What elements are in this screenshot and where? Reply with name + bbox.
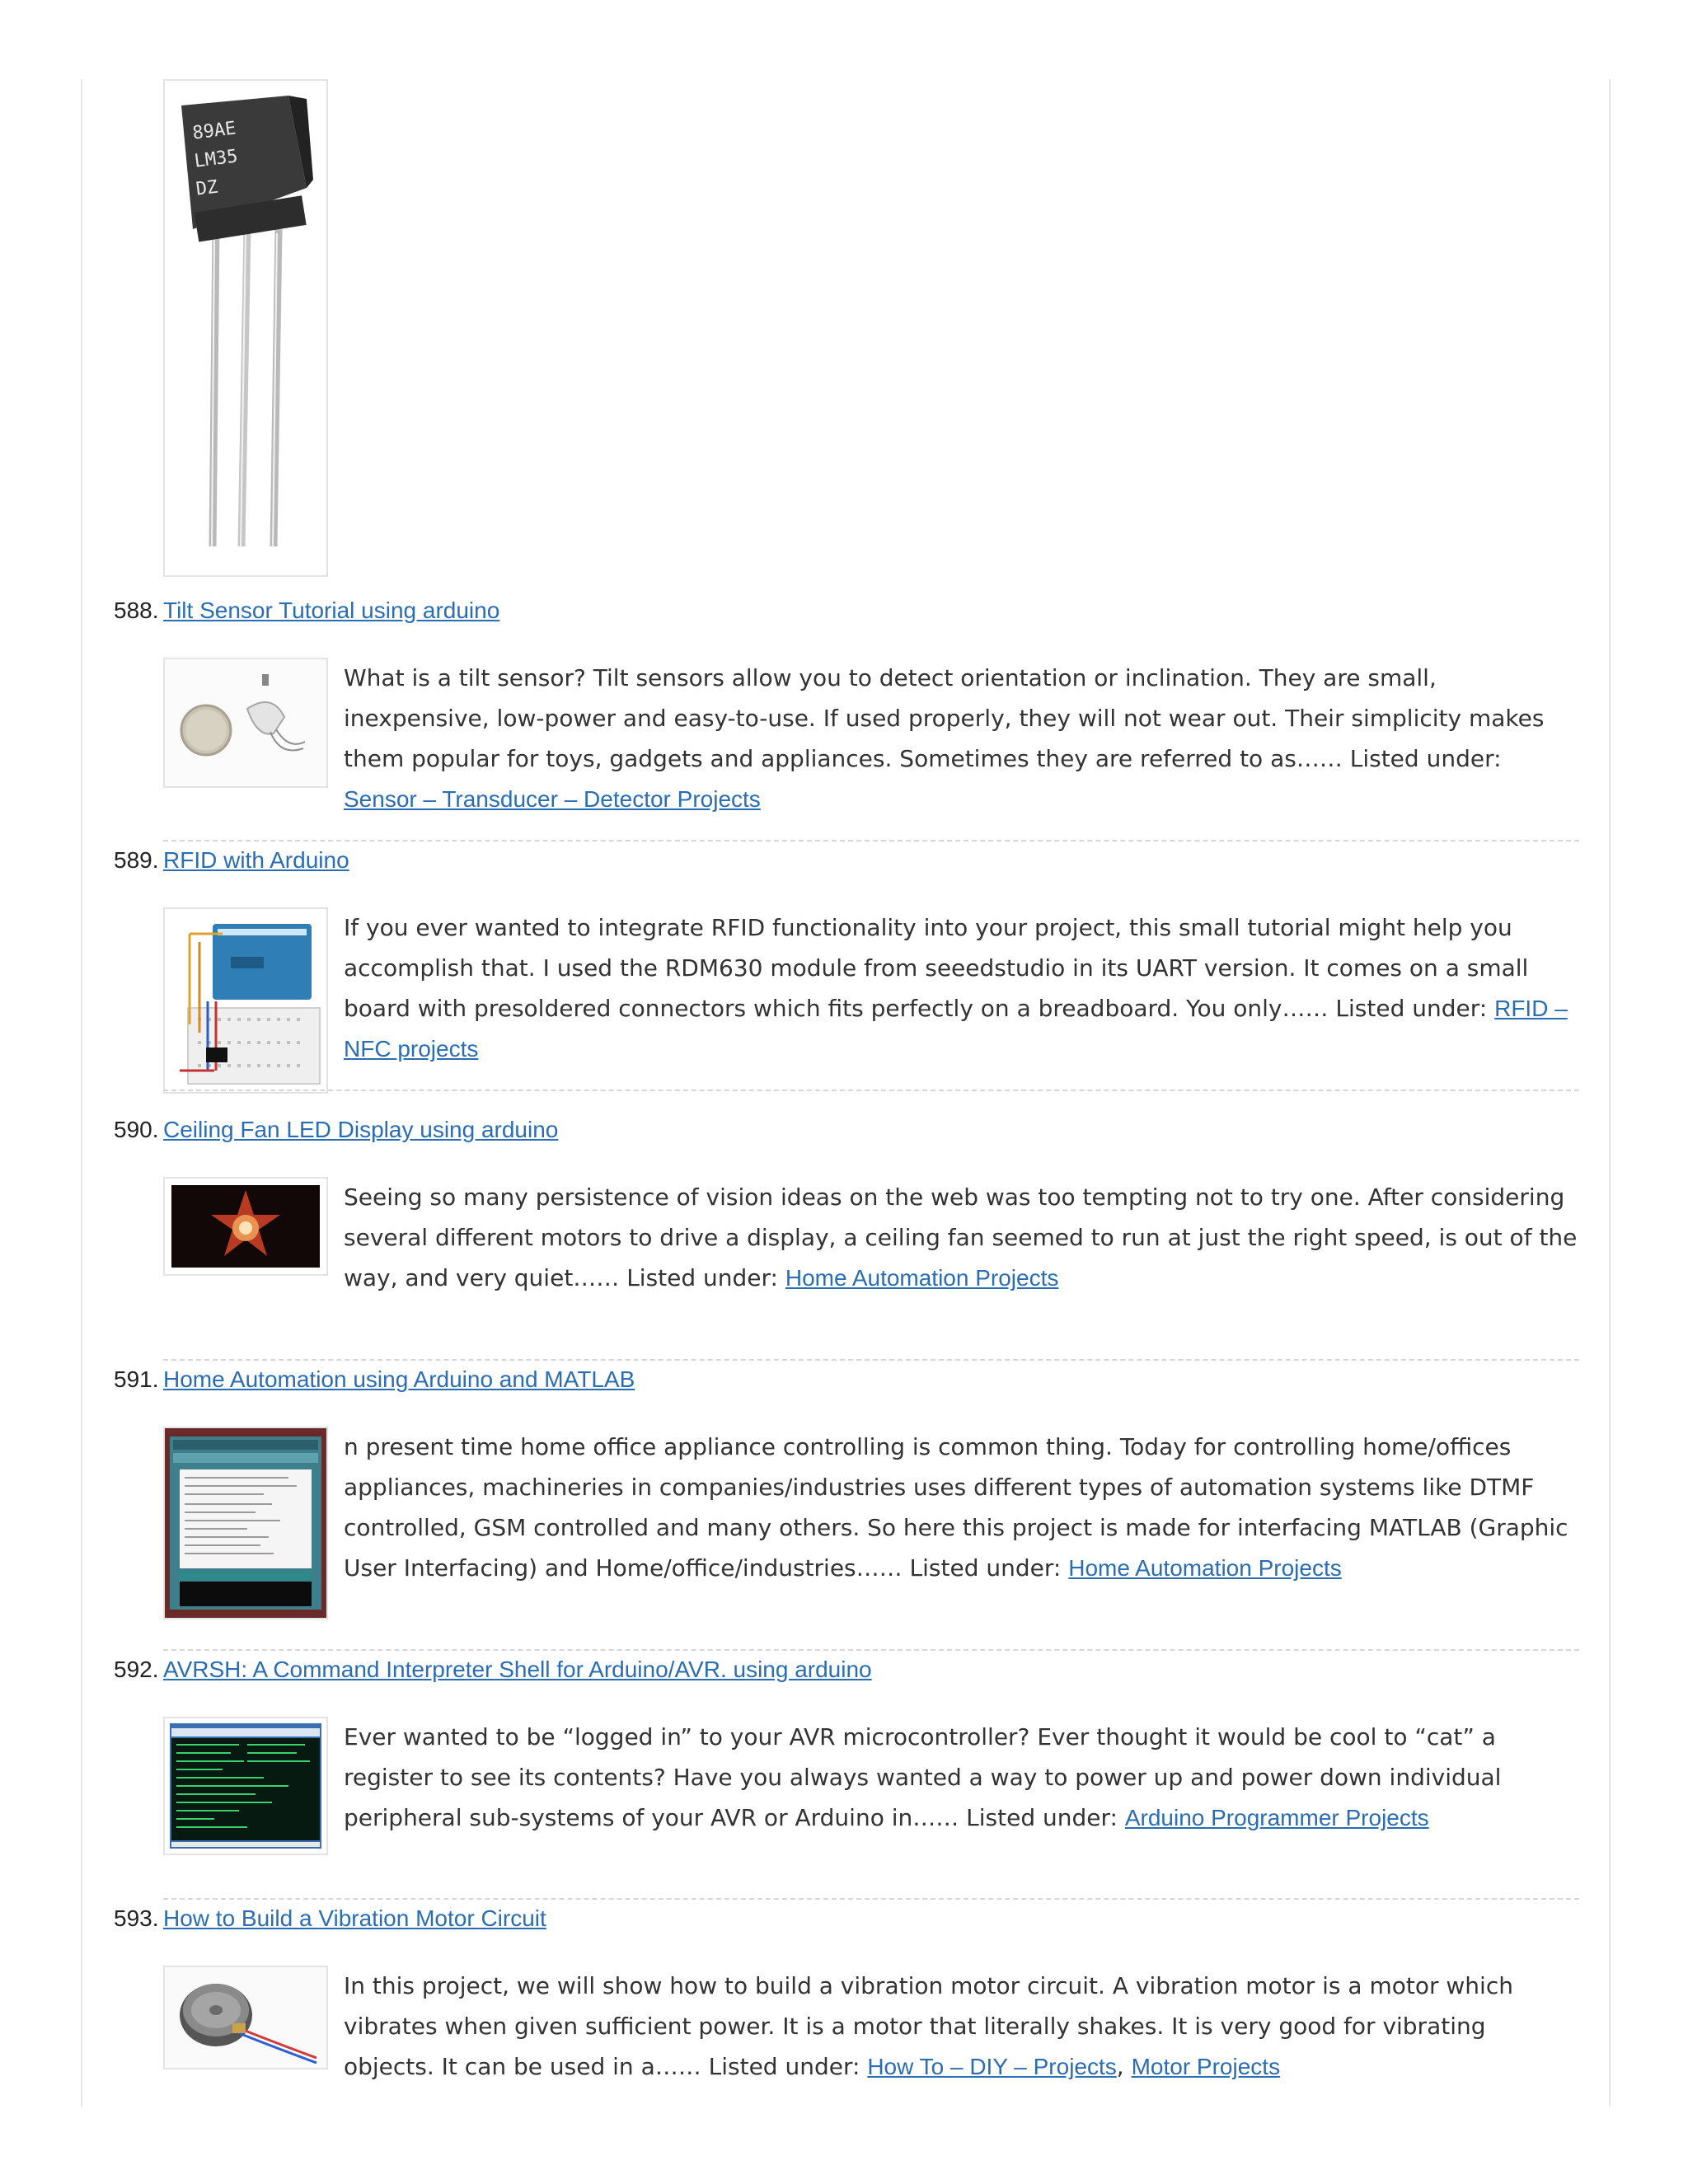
category-link[interactable]: RFID – NFC projects (344, 996, 1568, 1062)
entry-title-link[interactable]: Ceiling Fan LED Display using arduino (163, 1117, 559, 1142)
entry-description-text: Seeing so many persistence of vision ideas on the web was too tempting not to try one. After considering several different motors to drive a display, a ceiling fan seemed to run at just the right speed, is out of the way, and very quiet…… Listed under: (344, 1183, 1578, 1291)
category-link[interactable]: Motor Projects (1131, 2054, 1281, 2079)
entry-number: 592. (114, 1657, 159, 1682)
entry-description (344, 1427, 1580, 1588)
category-link[interactable]: Arduino Programmer Projects (1124, 1805, 1429, 1830)
avrsh-terminal-thumbnail[interactable] (163, 1717, 328, 1855)
entry-description (344, 907, 1580, 1069)
entry-divider (163, 1359, 1579, 1361)
entry-number: 593. (114, 1905, 159, 1931)
svg-text:LM35: LM35 (193, 146, 239, 172)
entry-number: 590. (114, 1117, 159, 1142)
entry-title-link[interactable]: AVRSH: A Command Interpreter Shell for Arduino/AVR. using arduino (163, 1657, 872, 1682)
lm35-sensor-image (163, 79, 328, 577)
entry-description-text: What is a tilt sensor? Tilt sensors allow you to detect orientation or inclination. They are small, inexpensive, low-power and easy-to-use. If used properly, they will not wear out. Their simplicity makes them popular for toys, gadgets and appliances. Sometimes they are referred to as…… Listed under: (344, 664, 1545, 772)
entry-number: 588. (114, 598, 159, 623)
entry-title-link[interactable]: Tilt Sensor Tutorial using arduino (163, 598, 500, 623)
entry-divider (163, 1898, 1579, 1900)
entry-description (344, 1966, 1580, 2087)
vibration-motor-thumbnail[interactable] (163, 1966, 328, 2069)
entry-divider (163, 840, 1579, 841)
category-link[interactable]: Sensor – Transducer – Detector Projects (344, 786, 761, 812)
category-separator: , (1116, 2053, 1132, 2080)
entry-description (344, 1717, 1580, 1838)
matlab-home-automation-thumbnail[interactable] (163, 1427, 328, 1619)
entry-title-link[interactable]: How to Build a Vibration Motor Circuit (163, 1905, 546, 1931)
entry-title-link[interactable]: RFID with Arduino (163, 847, 349, 873)
entry-number: 591. (114, 1366, 159, 1392)
rfid-arduino-thumbnail[interactable] (163, 907, 328, 1094)
svg-text:89AE: 89AE (191, 118, 237, 144)
entry-divider (163, 1090, 1579, 1091)
entry-description-text: If you ever wanted to integrate RFID functionality into your project, this small tutorial might help you accomplish that. I used the RDM630 module from seeedstudio in its UART version. It comes on a small board with presoldered connectors which fits perfectly on a breadboard. You only…… Listed under: (344, 914, 1529, 1022)
category-link[interactable]: Home Automation Projects (1068, 1555, 1342, 1581)
entry-description (344, 658, 1580, 819)
ceiling-fan-led-thumbnail[interactable] (163, 1177, 328, 1276)
category-link[interactable]: Home Automation Projects (785, 1265, 1059, 1291)
entry-number: 589. (114, 847, 159, 873)
entry-description-text: In this project, we will show how to build a vibration motor circuit. A vibration motor is a motor which vibrates when given sufficient power. It is a motor that literally shakes. It is very good for vibrating objects. It can be used in a…… Listed under: (344, 1972, 1513, 2080)
entry-divider (163, 1649, 1579, 1651)
tilt-sensor-thumbnail[interactable] (163, 658, 328, 788)
entry-title-link[interactable]: Home Automation using Arduino and MATLAB (163, 1366, 635, 1392)
entry-description-text: Ever wanted to be “logged in” to your AVR microcontroller? Ever thought it would be cool to “cat” a register to see its contents? Have you always wanted a way to power up and power down individual peripheral sub-systems of your AVR or Arduino in…… Listed under: (344, 1723, 1502, 1831)
entry-description (344, 1177, 1580, 1298)
svg-text:DZ: DZ (195, 176, 219, 200)
entry-description-text: n present time home office appliance controlling is common thing. Today for controlling home/offices appliances, machineries in companies/industries uses different types of automation systems like DTMF controlled, GSM controlled and many others. So here this project is made for interfacing MATLAB (Graphic User Interfacing) and Home/office/industries…… Listed under: (344, 1433, 1568, 1582)
category-link[interactable]: How To – DIY – Projects (867, 2054, 1117, 2079)
